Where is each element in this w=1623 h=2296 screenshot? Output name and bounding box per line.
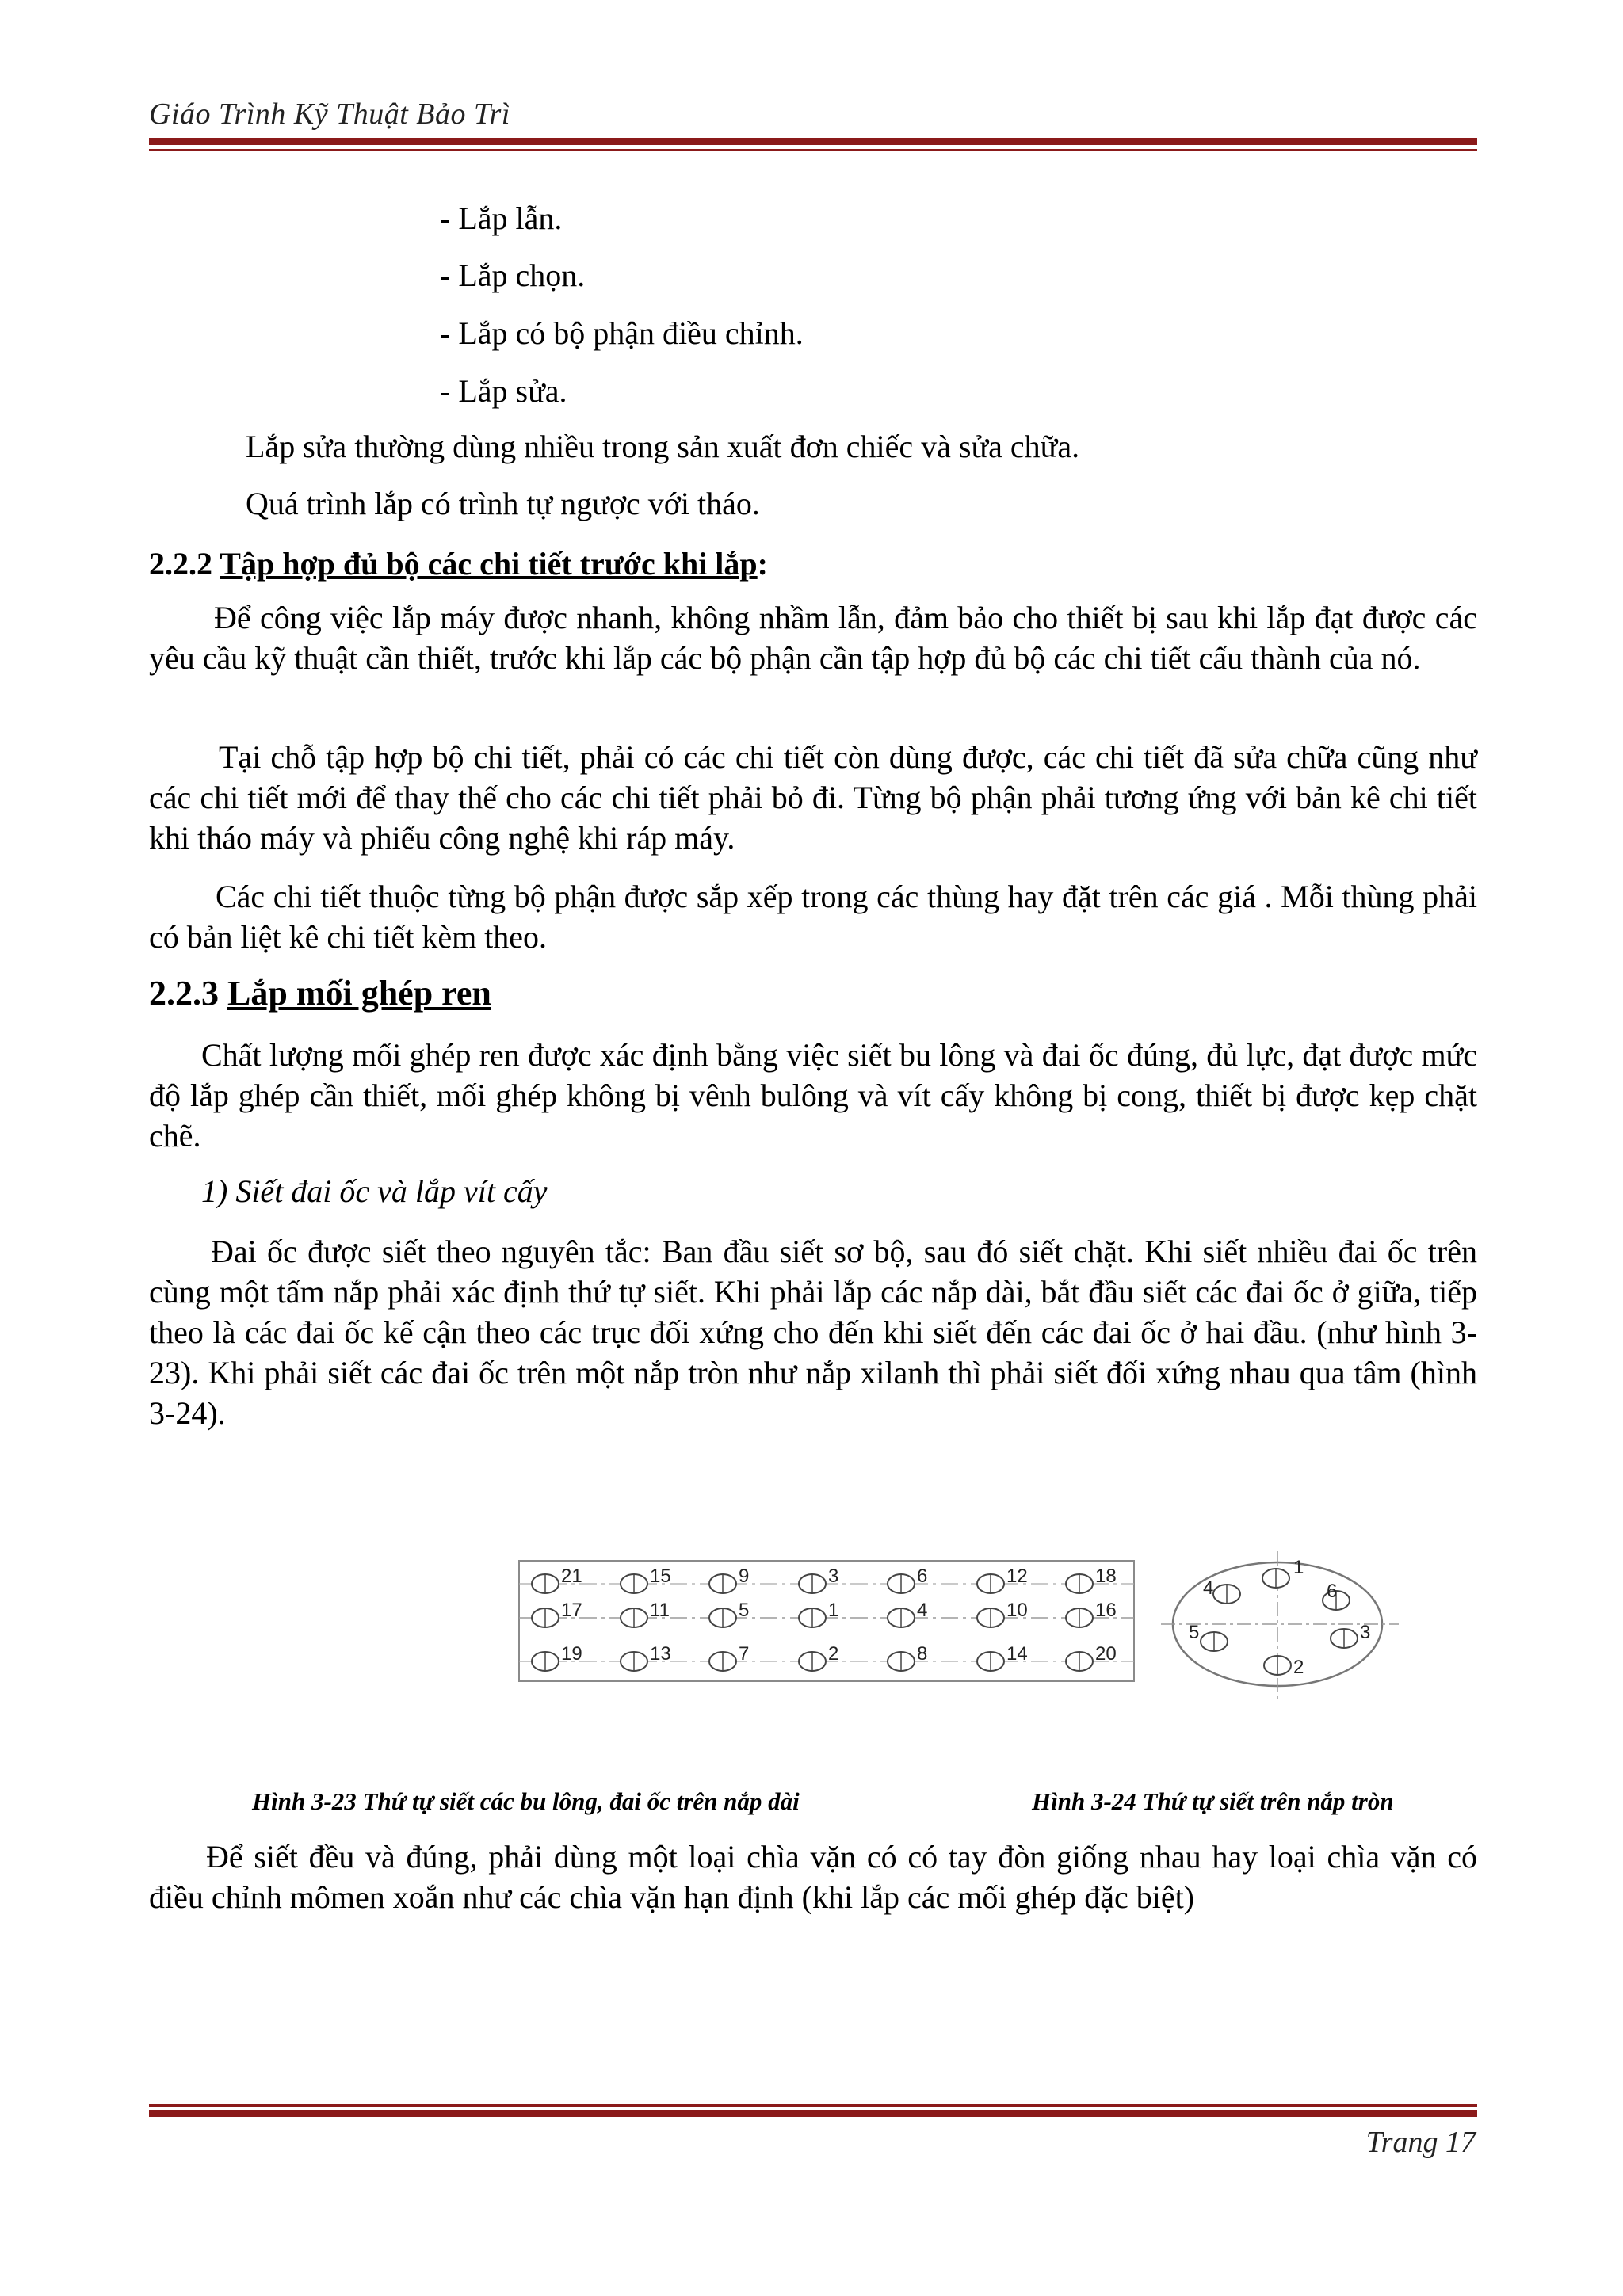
figure-caption: Hình 3-24 Thứ tự siết trên nắp tròn xyxy=(1032,1787,1394,1815)
bolt-order-label: 19 xyxy=(561,1643,582,1665)
header-title: Giáo Trình Kỹ Thuật Bảo Trì xyxy=(149,97,510,131)
header-rule-thin xyxy=(149,149,1477,151)
bolt-order-label: 17 xyxy=(561,1600,582,1621)
section-heading-2-2-2 xyxy=(149,545,768,582)
intro-paragraph: Lắp sửa thường dùng nhiều trong sản xuất đơn chiếc và sửa chữa. xyxy=(246,429,1080,464)
bolt-order-label: 5 xyxy=(1189,1622,1200,1643)
figure-round-cover xyxy=(1157,1545,1403,1703)
bolt-order-label: 8 xyxy=(917,1643,928,1665)
bullet-item: - Lắp sửa. xyxy=(440,373,567,409)
subheading: 1) Siết đai ốc và lắp vít cấy xyxy=(201,1173,548,1209)
bullet-item: - Lắp chọn. xyxy=(440,257,586,293)
bolt-order-label: 2 xyxy=(828,1643,839,1665)
body-paragraph: Tại chỗ tập hợp bộ chi tiết, phải có các chi tiết còn dùng được, các chi tiết đã sửa chữa cũng như các chi tiết mới để thay thế cho các chi tiết phải bỏ đi. Từng bộ phận phải tương ứng với bản kê chi tiết khi tháo máy và phiếu công nghệ khi ráp máy. xyxy=(149,739,1477,856)
bolt-order-label: 6 xyxy=(917,1566,928,1587)
bolt-order-label: 11 xyxy=(650,1600,670,1621)
section-number: 2.2.2 xyxy=(149,546,220,582)
intro-paragraph: Quá trình lắp có trình tự ngược với tháo. xyxy=(246,486,760,521)
body-paragraph: Các chi tiết thuộc từng bộ phận được sắp xếp trong các thùng hay đặt trên các giá . Mỗi thùng phải có bản liệt kê chi tiết kèm theo. xyxy=(149,879,1477,955)
section-number: 2.2.3 xyxy=(149,974,227,1013)
bolt-order-label: 1 xyxy=(828,1600,839,1621)
footer-rule-thick xyxy=(149,2110,1477,2117)
bolt-order-label: 1 xyxy=(1293,1557,1304,1578)
section-colon: : xyxy=(757,546,768,582)
bullet-item: - Lắp có bộ phận điều chỉnh. xyxy=(440,315,804,351)
bullet-item: - Lắp lẫn. xyxy=(440,200,563,236)
bolt-order-label: 14 xyxy=(1006,1643,1028,1665)
body-paragraph: Đai ốc được siết theo nguyên tắc: Ban đầu siết sơ bộ, sau đó siết chặt. Khi siết nhiều đai ốc trên cùng một tấm nắp phải xác định thứ tự siết. Khi phải lắp các nắp dài, bắt đầu siết các đai ốc ở giữa, tiếp theo là các đai ốc kế cận theo các trục đối xứng cho đến khi siết đến các đai ốc ở hai đầu. (như hình 3-23). Khi phải siết các đai ốc trên một nắp tròn như nắp xilanh thì phải siết đối xứng nhau qua tâm (hình 3-24). xyxy=(149,1234,1477,1431)
bolt-order-label: 15 xyxy=(650,1566,671,1587)
body-paragraph: Để siết đều và đúng, phải dùng một loại chìa vặn có có tay đòn giống nhau hay loại chìa vặn có điều chỉnh mômen xoắn như các chìa vặn hạn định (khi lắp các mối ghép đặc biệt) xyxy=(149,1839,1477,1915)
bolt-order-label: 20 xyxy=(1095,1643,1117,1665)
bolt-order-label: 6 xyxy=(1327,1581,1338,1602)
bolt-order-label: 9 xyxy=(739,1566,750,1587)
bolt-order-label: 3 xyxy=(828,1566,839,1587)
figure-long-cover xyxy=(515,1557,1141,1688)
long-cover-outline xyxy=(519,1561,1134,1681)
section-title: Tập hợp đủ bộ các chi tiết trước khi lắp xyxy=(220,546,758,582)
bolt-order-label: 16 xyxy=(1095,1600,1117,1621)
body-paragraph: Để công việc lắp máy được nhanh, không nhầm lẫn, đảm bảo cho thiết bị sau khi lắp đạt được các yêu cầu kỹ thuật cần thiết, trước khi lắp các bộ phận cần tập hợp đủ bộ các chi tiết cấu thành của nó. xyxy=(149,600,1477,676)
bolt-order-label: 3 xyxy=(1360,1622,1371,1643)
bolt-order-label: 7 xyxy=(739,1643,750,1665)
page-number: Trang 17 xyxy=(1365,2126,1476,2159)
section-title: Lắp mối ghép ren xyxy=(227,974,491,1013)
body-paragraph: Chất lượng mối ghép ren được xác định bằng việc siết bu lông và đai ốc đúng, đủ lực, đạt được mức độ lắp ghép cần thiết, mối ghép không bị vênh bulông và vít cấy không bị cong, thiết bị được kẹp chặt chẽ. xyxy=(149,1037,1477,1154)
bolt-order-label: 4 xyxy=(1203,1577,1214,1599)
bolt-order-label: 4 xyxy=(917,1600,928,1621)
figure-caption: Hình 3-23 Thứ tự siết các bu lông, đai ốc trên nắp dài xyxy=(252,1787,800,1815)
bolt-order-label: 2 xyxy=(1293,1657,1304,1678)
bolt-order-label: 10 xyxy=(1006,1600,1028,1621)
bolt-order-label: 18 xyxy=(1095,1566,1117,1587)
header-rule-thick xyxy=(149,138,1477,145)
bolt-order-label: 13 xyxy=(650,1643,671,1665)
bolt-order-label: 5 xyxy=(739,1600,750,1621)
bolt-order-label: 21 xyxy=(561,1566,582,1587)
footer-rule-thin xyxy=(149,2104,1477,2107)
section-heading-2-2-3 xyxy=(149,973,491,1013)
bolt-order-label: 12 xyxy=(1006,1566,1028,1587)
